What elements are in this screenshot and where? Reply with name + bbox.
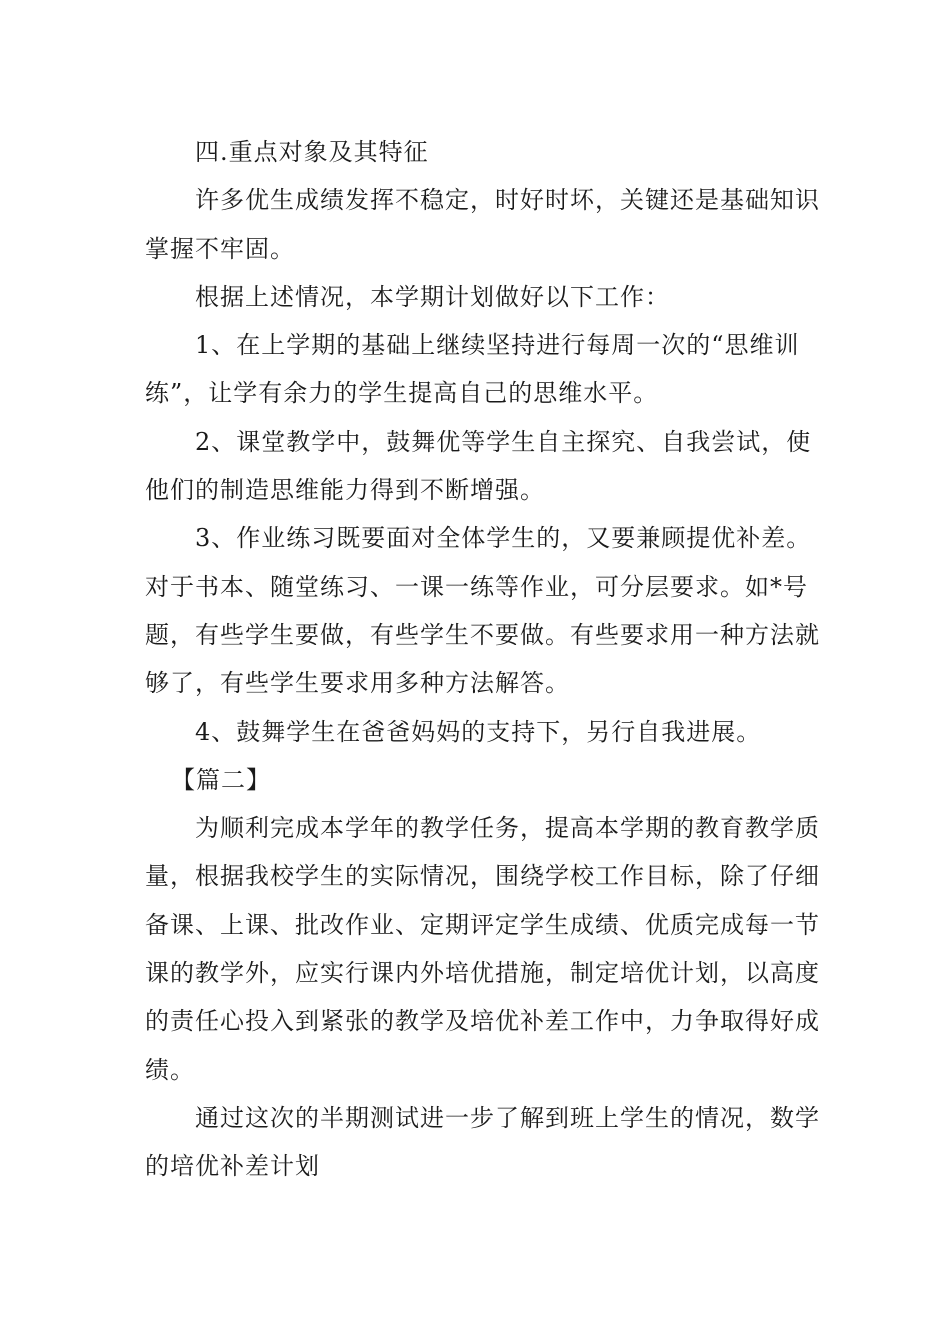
list-item-4-parent-support: 4、鼓舞学生在爸爸妈妈的支持下，另行自我进展。 bbox=[195, 717, 762, 746]
list-item-3-homework: 3、作业练习既要面对全体学生的，又要兼顾提优补差。对于书本、随堂练习、一课一练等作业，可分层要求。如*号题，有些学生要做，有些学生不要做。有些要求用一种方法就够了，有些学生要求用多种方法解答。 bbox=[145, 524, 820, 698]
document-body bbox=[145, 128, 825, 1191]
paragraph-midterm-test: 通过这次的半期测试进一步了解到班上学生的情况，数学的培优补差计划 bbox=[145, 1103, 820, 1181]
paragraph-teaching-goals: 为顺利完成本学年的教学任务，提高本学期的教育教学质量，根据我校学生的实际情况，围绕学校工作目标，除了仔细备课、上课、批改作业、定期评定学生成绩、优质完成每一节课的教学外，应实行课内外培优措施，制定培优计划，以高度的责任心投入到紧张的教学及培优补差工作中，力争取得好成绩。 bbox=[145, 814, 820, 1084]
paragraph-top-students-issue: 许多优生成绩发挥不稳定，时好时坏，关键还是基础知识掌握不牢固。 bbox=[145, 186, 820, 263]
paragraph-plan-intro: 根据上述情况，本学期计划做好以下工作： bbox=[195, 282, 670, 311]
list-item-2-classroom-teaching: 2、课堂教学中，鼓舞优等学生自主探究、自我尝试，使他们的制造思维能力得到不断增强。 bbox=[145, 427, 812, 505]
section-heading-key-targets: 四.重点对象及其特征 bbox=[195, 138, 429, 166]
list-item-1-thinking-training: 1、在上学期的基础上继续坚持进行每周一次的“思维训练”，让学有余力的学生提高自己的思维水平。 bbox=[145, 331, 800, 408]
section-heading-part-two: 【篇二】 bbox=[171, 765, 271, 794]
